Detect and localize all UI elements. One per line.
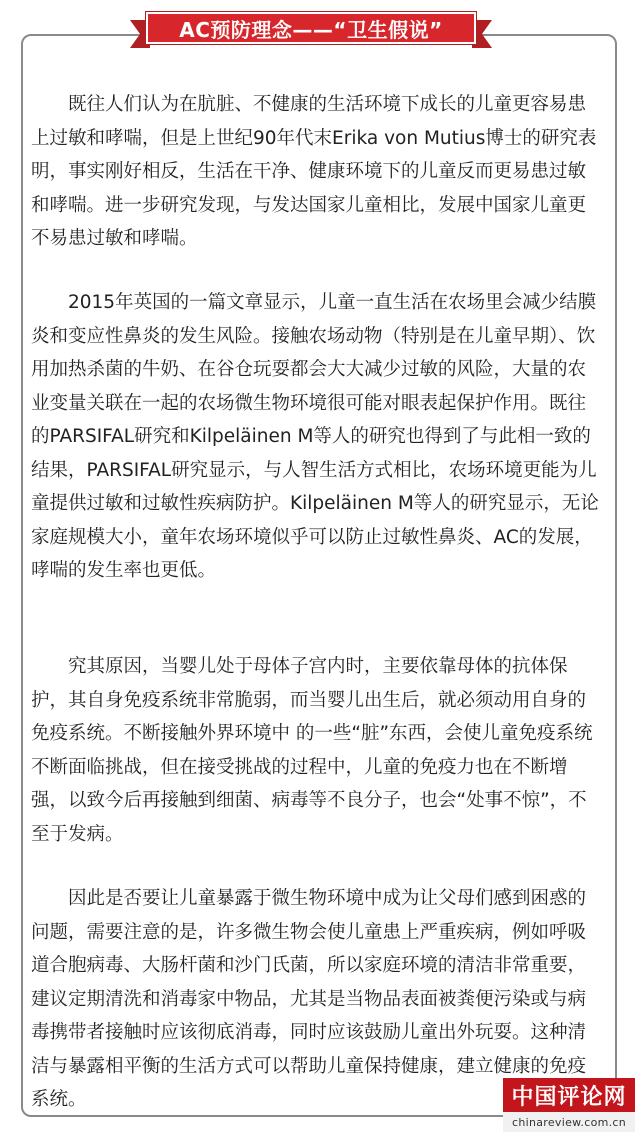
watermark-name: 中国评论网: [503, 1078, 635, 1112]
paragraph-3: 究其原因，当婴儿处于母体子宫内时，主要依靠母体的抗体保护，其自身免疫系统非常脆弱，而当婴儿出生后，就必须动用自身的免疫系统。不断接触外界环境中 的一些“脏”东西，会使儿童免疫系统不断面临挑战，但在接受挑战的过程中，儿童的免疫力也在不断增强，以致今后再接触到细菌、病毒等不良分子，也会“处事不惊”，不至于发病。: [31, 656, 593, 845]
page-title: AC预防理念——“卫生假说”: [179, 17, 443, 42]
paragraph-2: 2015年英国的一篇文章显示，儿童一直生活在农场里会减少结膜炎和变应性鼻炎的发生风险。接触农场动物（特别是在儿童早期）、饮用加热杀菌的牛奶、在谷仓玩耍都会大大减少过敏的风险，大量的农业变量关联在一起的农场微生物环境很可能对眼表起保护作用。既往的PARSIFAL研究和Kilpeläinen M等人的研究也得到了与此相一致的结果，PARSIFAL研究显示，与人智生活方式相比，农场环境更能为儿童提供过敏和过敏性疾病防护。Kilpeläinen M等人的研究显示，无论家庭规模大小，童年农场环境似乎可以防止过敏性鼻炎、AC的发展，哮喘的发生率也更低。: [31, 292, 599, 581]
title-banner: [146, 12, 476, 48]
watermark-url: chinareview.com.cn: [503, 1112, 635, 1132]
title-box: [146, 12, 476, 44]
watermark-logo: [503, 1078, 635, 1134]
paragraph-4: 因此是否要让儿童暴露于微生物环境中成为让父母们感到困惑的问题，需要注意的是，许多微生物会使儿童患上严重疾病，例如呼吸道合胞病毒、大肠杆菌和沙门氏菌，所以家庭环境的清洁非常重要，建议定期清洗和消毒家中物品，尤其是当物品表面被粪便污染或与病毒携带者接触时应该彻底消毒，同时应该鼓励儿童出外玩耍。这种清洁与暴露相平衡的生活方式可以帮助儿童保持健康，建立健康的免疫系统。: [31, 888, 587, 1110]
paragraph-1: 既往人们认为在肮脏、不健康的生活环境下成长的儿童更容易患上过敏和哮喘，但是上世纪90年代末Erika von Mutius博士的研究表明，事实刚好相反，生活在干净、健康环境下的儿童反而更易患过敏和哮喘。进一步研究发现，与发达国家儿童相比，发展中国家儿童更 不易患过敏和哮喘。: [31, 94, 597, 249]
